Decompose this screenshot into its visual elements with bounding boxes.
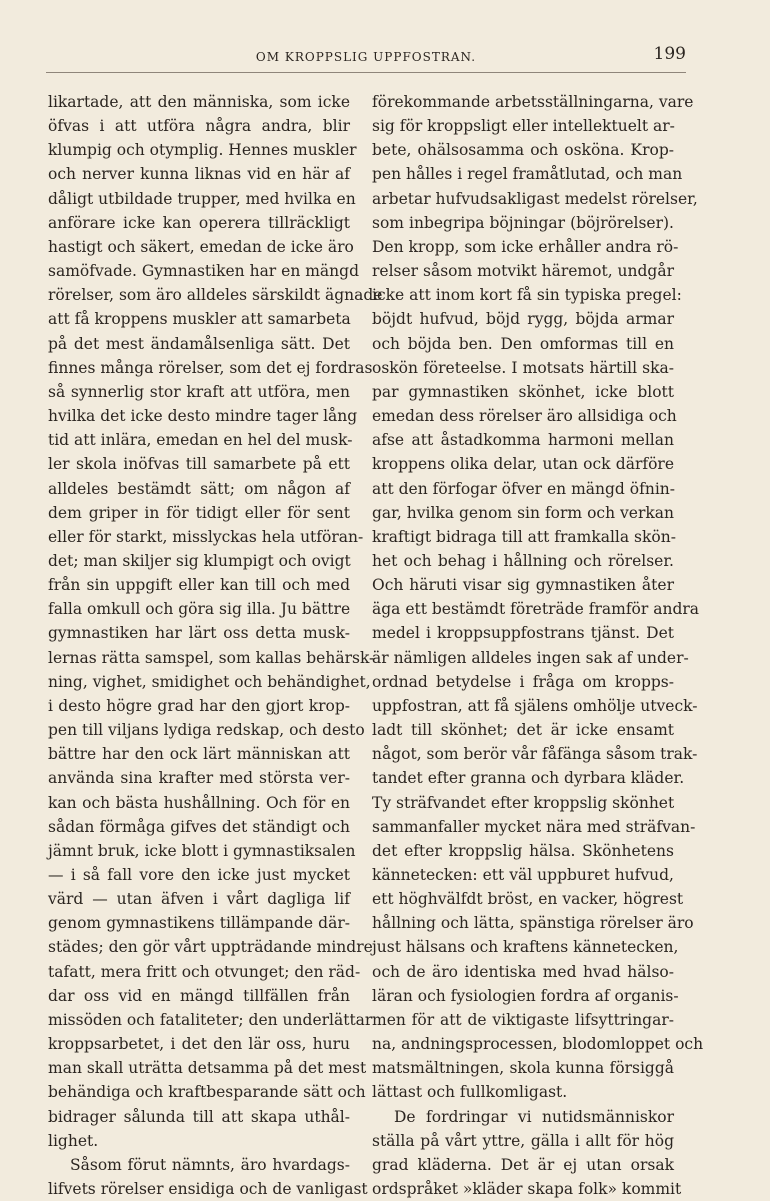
text-line: likartade, att den människa, som icke: [48, 93, 350, 111]
text-line: det efter kroppslig hälsa. Skönhetens: [372, 841, 674, 860]
text-line: ställa på vårt yttre, gälla i allt för hög: [372, 1131, 674, 1150]
text-line: gar, hvilka genom sin form och verkan: [372, 503, 674, 522]
text-line: värd — utan äfven i vårt dagliga lif: [48, 890, 350, 909]
text-line: emedan dess rörelser äro allsidiga och: [372, 407, 677, 426]
text-line: jämnt bruk, icke blott i gymnastiksalen: [48, 841, 356, 860]
text-line: eller för starkt, misslyckas hela utföran-: [48, 527, 364, 546]
text-line: pen hålles i regel framåtlutad, och man: [372, 165, 683, 184]
text-line: hastigt och säkert, emedan de icke äro: [48, 237, 354, 256]
text-line: något, som berör vår fåfänga såsom trak-: [372, 745, 698, 764]
text-line: man skall uträtta detsamma på det mest: [48, 1059, 367, 1078]
text-line: och de äro identiska med hvad hälso-: [372, 962, 674, 981]
text-line: Såsom förut nämnts, äro hvardags-: [70, 1155, 350, 1174]
left-text-column: [48, 90, 383, 1201]
text-line: matsmältningen, skola kunna försiggå: [372, 1059, 674, 1078]
text-line: ladt till skönhet; det är icke ensamt: [372, 721, 674, 740]
text-line: som inbegripa böjningar (böjrörelser).: [372, 213, 674, 232]
text-line: klumpig och otymplig. Hennes muskler: [48, 141, 357, 160]
text-line: sådan förmåga gifves det ständigt och: [48, 817, 350, 836]
text-line: förekommande arbetsställningarna, vare: [372, 93, 694, 111]
text-line: att den förfogar öfver en mängd öfnin-: [372, 479, 676, 498]
text-line: behändiga och kraftbesparande sätt och: [48, 1083, 366, 1102]
text-line: finnes många rörelser, som det ej fordras: [48, 358, 373, 377]
text-line: gymnastiken har lärt oss detta musk-: [48, 624, 350, 643]
text-line: grad kläderna. Det är ej utan orsak: [372, 1155, 674, 1174]
text-line: kroppens olika delar, utan ock därföre: [372, 455, 674, 474]
text-line: Ty sträfvandet efter kroppslig skönhet: [372, 793, 675, 812]
text-line: och nerver kunna liknas vid en här af: [48, 165, 350, 184]
text-line: att få kroppens muskler att samarbeta: [48, 310, 351, 329]
text-line: ler skola inöfvas till samarbete på ett: [48, 455, 350, 474]
text-line: hållning och lätta, spänstiga rörelser äro: [372, 914, 694, 933]
text-line: icke att inom kort få sin typiska pregel:: [372, 286, 682, 305]
text-line: på det mest ändamålsenliga sätt. Det: [48, 334, 350, 353]
text-line: tandet efter granna och dyrbara kläder.: [372, 769, 685, 788]
text-line: bidrager sålunda till att skapa uthål-: [48, 1107, 350, 1126]
text-line: äga ett bestämdt företräde framför andra: [372, 600, 700, 619]
text-line: De fordringar vi nutidsmänniskor: [394, 1107, 674, 1126]
text-line: kännetecken: ett väl uppburet hufvud,: [372, 866, 674, 884]
text-line: så synnerlig stor kraft att utföra, men: [48, 382, 350, 401]
text-line: — i så fall vore den icke just mycket: [48, 866, 350, 884]
text-line: kraftigt bidraga till att framkalla skön-: [372, 527, 676, 546]
text-line: uppfostran, att få själens omhölje utveck-: [372, 696, 698, 715]
text-line: alldeles bestämdt sätt; om någon af: [48, 479, 350, 498]
text-line: ordnad betydelse i fråga om kropps-: [372, 672, 674, 691]
right-text-column: [372, 90, 704, 1201]
text-line: tid att inlära, emedan en hel del musk-: [48, 431, 353, 450]
text-line: arbetar hufvudsakligast medelst rörelser,: [372, 189, 698, 208]
text-line: afse att åstadkomma harmoni mellan: [372, 431, 674, 450]
text-line: sammanfaller mycket nära med sträfvan-: [372, 817, 696, 836]
text-line: lernas rätta samspel, som kallas behärsk-: [48, 648, 375, 667]
text-line: ning, vighet, smidighet och behändighet,: [48, 672, 371, 691]
text-line: lighet.: [48, 1131, 99, 1150]
text-line: medel i kroppsuppfostrans tjänst. Det: [372, 624, 674, 643]
text-line: oskön företeelse. I motsats härtill ska-: [372, 358, 674, 377]
text-line: missöden och fataliteter; den underlättar: [48, 1010, 373, 1029]
text-line: är nämligen alldeles ingen sak af under-: [372, 648, 689, 667]
running-title: OM KROPPSLIG UPPFOSTRAN.: [255, 50, 477, 64]
text-line: tafatt, mera fritt och otvunget; den räd-: [48, 962, 361, 981]
text-line: böjdt hufvud, böjd rygg, böjda armar: [372, 310, 674, 329]
text-line: genom gymnastikens tillämpande där-: [48, 914, 350, 933]
text-line: bättre har den ock lärt människan att: [48, 745, 350, 764]
text-line: öfvas i att utföra några andra, blir: [48, 117, 350, 136]
text-line: het och behag i hållning och rörelser.: [372, 551, 674, 570]
text-line: lifvets rörelser ensidiga och de vanligast: [48, 1180, 368, 1199]
text-line: ett höghvälfdt bröst, en vacker, högrest: [372, 890, 684, 909]
text-line: i desto högre grad har den gjort krop-: [48, 696, 350, 715]
text-line: hvilka det icke desto mindre tager lång: [48, 407, 358, 426]
text-line: kroppsarbetet, i det den lär oss, huru: [48, 1035, 350, 1054]
text-line: från sin uppgift eller kan till och med: [48, 576, 350, 595]
text-line: och böjda ben. Den omformas till en: [372, 334, 674, 353]
text-line: relser såsom motvikt häremot, undgår: [372, 262, 675, 281]
text-line: läran och fysiologien fordra af organis-: [372, 986, 679, 1005]
text-line: ordspråket »kläder skapa folk» kommit: [372, 1180, 682, 1199]
page-header: [46, 42, 686, 73]
text-line: anförare icke kan operera tillräckligt: [48, 213, 350, 232]
text-line: dar oss vid en mängd tillfällen från: [48, 986, 350, 1005]
text-line: Den kropp, som icke erhåller andra rö-: [372, 237, 679, 256]
text-line: det; man skiljer sig klumpigt och ovigt: [48, 551, 351, 570]
text-line: samöfvade. Gymnastiken har en mängd: [48, 262, 359, 281]
text-line: na, andningsprocessen, blodomloppet och: [372, 1035, 704, 1054]
text-line: dåligt utbildade trupper, med hvilka en: [48, 189, 356, 208]
text-line: men för att de viktigaste lifsyttringar-: [372, 1010, 674, 1029]
text-line: städes; den gör vårt uppträdande mindre: [48, 938, 373, 957]
text-line: sig för kroppsligt eller intellektuelt ar-: [372, 117, 675, 136]
text-line: använda sina krafter med största ver-: [48, 769, 350, 788]
text-line: Och häruti visar sig gymnastiken åter: [372, 576, 674, 595]
text-line: lättast och fullkomligast.: [372, 1083, 568, 1102]
text-line: par gymnastiken skönhet, icke blott: [372, 382, 674, 401]
text-line: just hälsans och kraftens kännetecken,: [372, 938, 679, 957]
text-line: bete, ohälsosamma och osköna. Krop-: [372, 141, 674, 160]
text-line: falla omkull och göra sig illa. Ju bättre: [48, 600, 351, 619]
text-line: kan och bästa hushållning. Och för en: [48, 793, 350, 812]
page-number: 199: [653, 44, 686, 64]
text-line: rörelser, som äro alldeles särskildt ägnade: [48, 286, 383, 305]
text-line: dem griper in för tidigt eller för sent: [48, 503, 350, 522]
text-line: pen till viljans lydiga redskap, och desto: [48, 721, 365, 740]
